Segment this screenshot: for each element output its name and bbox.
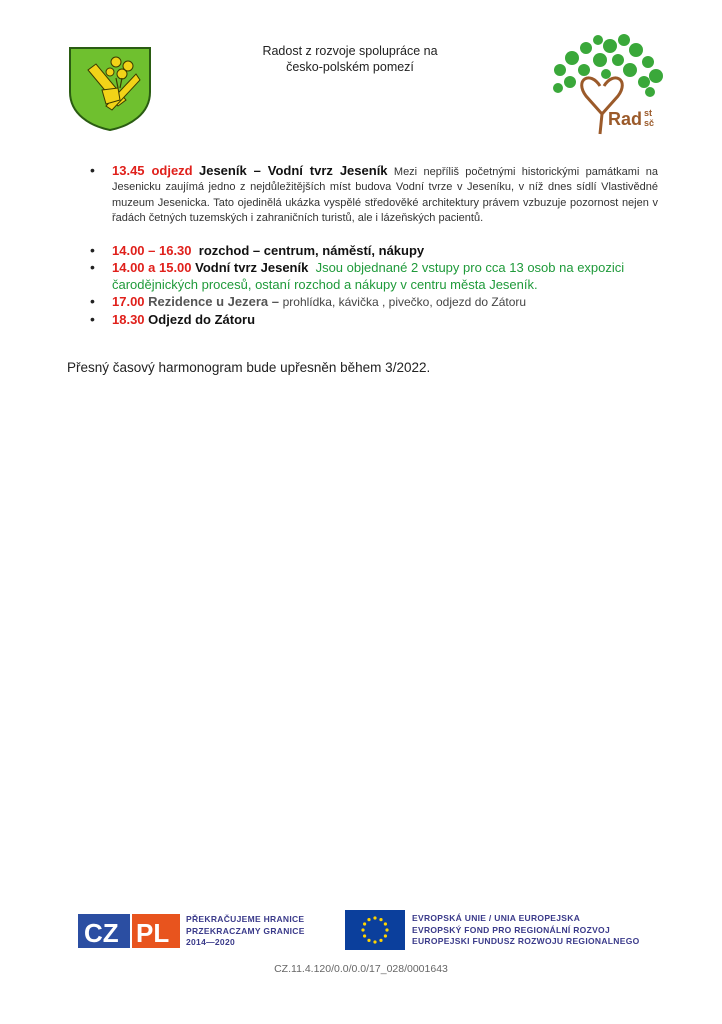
item-time: 13.45 odjezd — [112, 163, 193, 178]
pl-logo-text: PL — [136, 918, 170, 948]
schedule-item-5 — [88, 311, 658, 328]
municipal-crest-logo — [66, 44, 154, 132]
eu-fund-text — [412, 913, 640, 948]
header-title-line2: česko-polském pomezí — [286, 60, 414, 74]
cz-logo-text: CZ — [84, 918, 119, 948]
radost-tree-logo — [540, 30, 680, 140]
item-title: Odjezd do Zátoru — [148, 312, 256, 328]
item-time: 14.00 – 16.30 — [112, 243, 192, 259]
item-title: Vodní tvrz Jeseník — [195, 260, 309, 276]
item-title: rozchod – centrum, náměstí, nákupy — [198, 243, 425, 259]
cz-line1: PŘEKRAČUJEME HRANICE — [186, 914, 305, 924]
item-time: 18.30 — [112, 312, 145, 328]
svg-text:sč: sč — [644, 118, 655, 128]
item-time: 17.00 — [112, 294, 145, 310]
eu-line1: EVROPSKÁ UNIE / UNIA EUROPEJSKA — [412, 913, 581, 923]
eu-line3: EUROPEJSKI FUNDUSZ ROZWOJU REGIONALNEGO — [412, 936, 640, 946]
item-description: Jsou objednané 2 vstupy pro cca 13 osob na expozici čarodějnických procesů, ostaní rozchod a nákupy v centru města Jeseník. — [112, 260, 625, 293]
interreg-cz-pl-logo — [78, 910, 338, 952]
header-title — [230, 43, 470, 75]
eu-line2: EVROPSKÝ FOND PRO REGIONÁLNÍ ROZVOJ — [412, 924, 610, 935]
schedule-note: Přesný časový harmonogram bude upřesněn během 3/2022. — [67, 360, 431, 375]
cz-pl-program-text — [186, 914, 305, 949]
item-title: Rezidence u Jezera – — [148, 294, 279, 310]
project-code: CZ.11.4.120/0.0/0.0/17_028/0001643 — [274, 963, 448, 975]
schedule-item-3 — [88, 259, 658, 293]
item-title: Jeseník – Vodní tvrz Jeseník — [198, 163, 388, 178]
spacer — [88, 226, 658, 242]
cz-pl-mark — [78, 910, 182, 952]
eu-fund-logo — [345, 910, 645, 952]
item-description: Mezi nepříliš početnými historickými památkami na Jesenicku zaujímá jedno z nejdůležitějších míst budova Vodní tvrze v Jeseníku, v níž dnes sídlí Vlastivědné muzeum Jesenicka. Tato ojedinělá ukázka vyspělé středověké architektury právem vzbuzuje pozornost nejen v řadách četných tuzemských i zahraničních turistů, ale i lázeňských pacientů. — [112, 166, 658, 224]
logo-text: Rad — [608, 109, 643, 129]
svg-text:st: st — [644, 108, 653, 118]
cz-line3: 2014—2020 — [186, 937, 236, 947]
header-title-line1: Radost z rozvoje spolupráce na — [262, 44, 438, 58]
schedule-item-4 — [88, 293, 658, 311]
item-description: prohlídka, kávička , pivečko, odjezd do Zátoru — [282, 295, 527, 310]
schedule-item-1 — [88, 163, 658, 226]
item-time: 14.00 a 15.00 — [112, 260, 192, 276]
cz-line2: PRZEKRACZAMY GRANICE — [186, 925, 305, 936]
eu-flag-icon — [345, 910, 405, 950]
schedule-list — [88, 163, 658, 328]
schedule-item-2 — [88, 242, 658, 259]
